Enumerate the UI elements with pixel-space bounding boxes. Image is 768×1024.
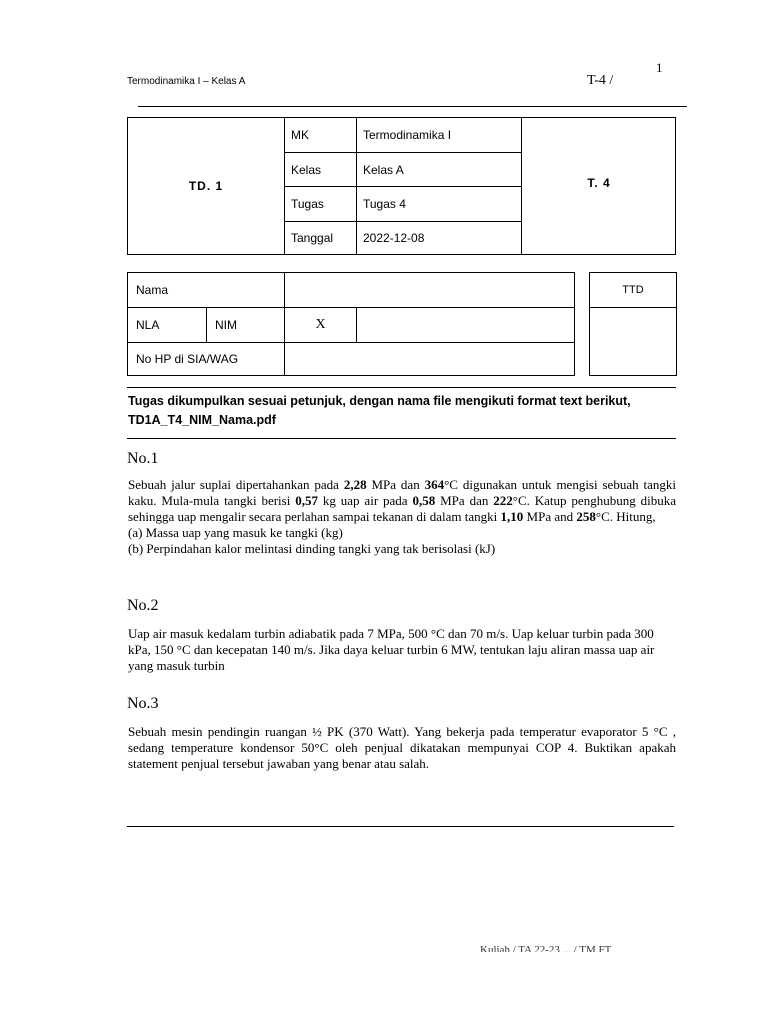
- hp-label: No HP di SIA/WAG: [136, 352, 239, 366]
- x-mark: X: [315, 317, 326, 332]
- course-code: TD. 1: [188, 179, 224, 193]
- footer-rule: [127, 826, 674, 827]
- signature-box: [589, 272, 677, 376]
- q1-value: 258: [576, 509, 596, 524]
- footer-text: Kuliah / TA 22-23 ... / TM FT: [480, 944, 612, 952]
- header-rule: [138, 106, 687, 107]
- question-1-body: [128, 477, 676, 557]
- info-box: [127, 117, 676, 255]
- header-task-ref: T-4 /: [587, 73, 614, 88]
- q1-text: kg uap air pada: [317, 493, 413, 508]
- mk-value: Termodinamika I: [363, 128, 452, 142]
- tanggal-value: 2022-12-08: [363, 231, 425, 245]
- q1-value: 0,57: [295, 493, 318, 508]
- q1-text: MPa dan: [366, 477, 425, 492]
- tugas-label: Tugas: [291, 197, 324, 211]
- tanggal-label: Tanggal: [291, 231, 334, 245]
- q1-text: MPa and: [523, 509, 577, 524]
- task-code: T. 4: [587, 176, 611, 190]
- nim-field[interactable]: [357, 308, 574, 342]
- q1-value: 1,10: [500, 509, 524, 524]
- question-3-text: Sebuah mesin pendingin ruangan ½ PK (370 Watt). Yang bekerja pada temperatur evaporator 5 °C , sedang temperature kondensor 50°C oleh penjual dikatakan mempunyai COP 4. Buktikan apakah statement penjual tersebut jawaban yang benar atau salah.: [128, 724, 676, 771]
- q1-value: 2,28: [343, 477, 367, 492]
- q1-text: °C. Hitung,: [595, 509, 656, 524]
- page-number: 1: [656, 60, 663, 75]
- student-box: [127, 272, 575, 376]
- question-1-part-a: (a) Massa uap yang masuk ke tangki (kg): [128, 525, 343, 540]
- instruction-text: Tugas dikumpulkan sesuai petunjuk, dengan nama file mengikuti format text berikut,: [128, 394, 631, 408]
- q1-text: °C digunakan untuk mengisi sebuah tangki kaku. Mula-mula tangki berisi: [128, 477, 676, 508]
- question-2-title: No.2: [127, 597, 159, 614]
- instruction-rule: [127, 387, 676, 388]
- mk-label: MK: [291, 128, 309, 142]
- nama-label: Nama: [136, 283, 169, 297]
- file-name-format: TD1A_T4_NIM_Nama.pdf: [128, 413, 276, 427]
- tugas-value: Tugas 4: [363, 197, 406, 211]
- kelas-value: Kelas A: [363, 162, 404, 177]
- signature-field[interactable]: [590, 308, 676, 375]
- nim-label: NIM: [215, 318, 237, 332]
- q1-text: °C. Katup penghubung dibuka sehingga uap mengalir secara perlahan sampai tekanan di dalam tangki: [128, 493, 676, 524]
- question-1-part-b: (b) Perpindahan kalor melintasi dinding tangki yang tak berisolasi (kJ): [128, 541, 496, 556]
- nama-field[interactable]: [285, 273, 574, 307]
- header-title: Termodinamika I – Kelas A: [127, 76, 246, 87]
- question-3-title: No.3: [127, 695, 159, 712]
- ttd-label: TTD: [622, 284, 644, 296]
- q1-text: Sebuah jalur suplai dipertahankan pada: [128, 477, 344, 492]
- question-1-title: No.1: [127, 450, 159, 467]
- hp-field[interactable]: [285, 343, 574, 375]
- question-1-text: [128, 477, 676, 525]
- q1-text: MPa dan: [435, 493, 494, 508]
- question-2-text: Uap air masuk kedalam turbin adiabatik pada 7 MPa, 500 °C dan 70 m/s. Uap keluar turbin pada 300 kPa, 150 °C dan kecepatan 140 m/s. Jika daya keluar turbin 6 MW, tentukan laju aliran massa uap air yang masuk turbin: [128, 626, 655, 673]
- instruction-rule: [127, 438, 676, 439]
- nla-label: NLA: [136, 318, 160, 332]
- q1-value: 364: [424, 477, 445, 492]
- q1-value: 0,58: [412, 493, 436, 508]
- q1-value: 222: [493, 493, 513, 508]
- kelas-label: Kelas: [291, 162, 322, 177]
